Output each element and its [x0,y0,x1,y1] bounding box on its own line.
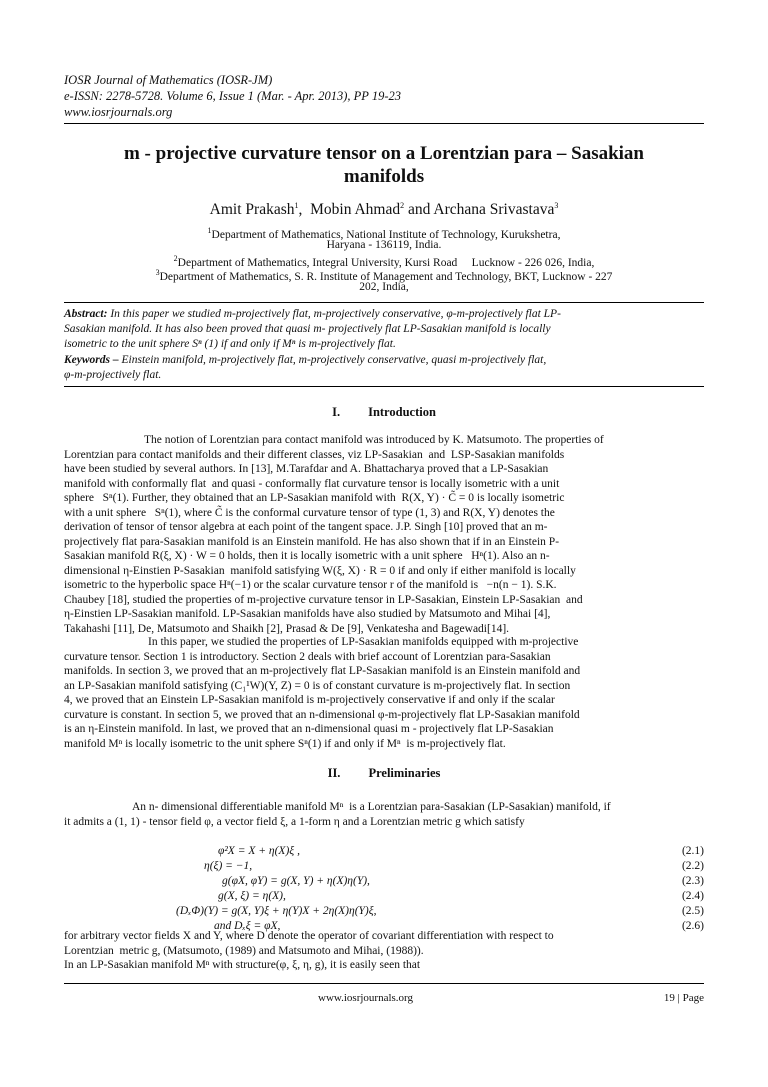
text-line: projectively flat para-Sasakian manifold is an Einstein manifold. He has also shown that if in an Einstein P- [64,535,560,548]
footer-rule [64,983,704,984]
text-line: An n- dimensional differentiable manifold Mⁿ is a Lorentzian para-Sasakian (LP-Sasakian) manifold, if [132,801,611,813]
journal-name: IOSR Journal of Mathematics (IOSR-JM) [64,73,273,87]
aff3-sup: 3 [155,268,160,277]
keywords-line2: φ-m-projectively flat. [64,369,162,381]
section-2-heading [64,766,704,781]
author-list [64,201,704,219]
text-line: In this paper, we studied the properties of LP-Sasakian manifolds equipped with m-projective [148,636,579,648]
equation-expression: η(ξ) = −1, [204,860,253,872]
issn-line: e-ISSN: 2278-5728. Volume 6, Issue 1 (Mar. - Apr. 2013), PP 19-23 [64,89,401,103]
header-rule [64,123,704,124]
text-line: 4, we proved that an Einstein LP-Sasakian manifold is m-projectively conservative if and only if the scalar [64,694,555,706]
equation-number: (2.6) [681,920,704,932]
text-line: with a unit sphere Sⁿ(1), where C̃ is the conformal curvature tensor of type (1, 3) and R(X, Y) denotes the [64,506,555,519]
author-sep-2: and [404,201,434,219]
abstract-bottom-rule [64,386,704,387]
author-2: Mobin Ahmad [310,201,401,219]
text-line: isometric to the hyperbolic space Hⁿ(−1) or the scalar curvature tensor r of the manifold is −n(n − 1). S.K. [64,579,557,591]
footer-website: www.iosrjournals.org [318,992,414,1004]
text-line: is an η-Einstein manifold. In last, we proved that an n-dimensional quasi m - projectively flat LP-Sasakian [64,723,554,735]
paper-title-line1: m - projective curvature tensor on a Lorentzian para – Sasakian [123,143,644,164]
text-line: η-Einstien LP-Sasakian manifold. LP-Sasakian manifolds have also studied by Matsumoto and Mihai [4], [64,608,551,620]
text-line: The notion of Lorentzian para contact manifold was introduced by K. Matsumoto. The properties of [144,434,604,446]
author-sep-1: , [298,201,311,219]
paper-title-line2: manifolds [343,166,425,187]
section-2-title: Preliminaries [368,766,441,780]
equation-expression: g(X, ξ) = η(X), [218,890,286,902]
text-line: an LP-Sasakian manifold satisfying (C₁¹W)(Y, Z) = 0 is of constant curvature is m-projectively flat. In section [64,679,571,692]
text-line: curvature tensor. Section 1 is introductory. Section 2 deals with brief account of Lorentzian para-Sasakian [64,650,551,663]
text-line: dimensional η-Einstien P-Sasakian manifold satisfying W(ξ, X) · R = 0 if and only if either manifold is locally [64,564,576,577]
equation-number: (2.4) [681,890,704,902]
text-line: Takahashi [11], De, Matsumoto and Shaikh [2], Prasad & De [9], Venkatesha and Bagewadi[14]. [64,622,510,635]
aff3-line1: Department of Mathematics, S. R. Institute of Management and Technology, BKT, Lucknow - 227 [159,270,613,283]
aff2-sup: 2 [173,254,178,263]
abstract-line3: isometric to the unit sphere Sⁿ (1) if and only if Mⁿ is m-projectively flat. [64,338,396,350]
text-line: sphere Sⁿ(1). Further, they obtained that an LP-Sasakian manifold with R(X, Y) · C̃ = 0 is locally isometric [64,492,565,504]
text-line: In an LP-Sasakian manifold Mⁿ with structure(φ, ξ, η, g), it is easily seen that [64,959,421,971]
text-line: curvature is constant. In section 5, we proved that an n-dimensional φ-m-projectively flat LP-Sasakian manifold [64,708,580,721]
abstract-line2: Sasakian manifold. It has also been proved that quasi m- projectively flat LP-Sasakian manifold is locally [64,323,551,335]
section-1-number: I. [332,405,341,419]
author-3-sup: 3 [554,201,559,210]
equation-expression: g(φX, φY) = g(X, Y) + η(X)η(Y), [222,875,370,887]
equation-number: (2.1) [681,845,704,857]
equation-number: (2.2) [681,860,704,872]
text-line: Chaubey [18], studied the properties of m-projective curvature tensor in LP-Sasakian, Einstein LP-Sasakian and [64,593,583,606]
equation-expression: (DₓΦ)(Y) = g(X, Y)ξ + η(Y)X + 2η(X)η(Y)ξ, [176,905,377,917]
aff3-line2: 202, India, [359,281,409,293]
author-2-sup: 2 [400,201,405,210]
journal-website: www.iosrjournals.org [64,105,173,119]
keywords-line1: Keywords – Einstein manifold, m-projectively flat, m-projectively conservative, quasi m-projectively flat, [64,354,547,366]
equation-number: (2.3) [681,875,704,887]
keywords-label: Keywords – [64,354,119,366]
page-number: 19 | Page [663,992,704,1004]
section-2-number: II. [327,766,341,780]
text-line: manifold with conformally flat and quasi - conformally flat curvature tensor is locally isometric with a unit [64,477,560,490]
text-line: have been studied by several authors. In [13], M.Tarafdar and A. Bhattacharya proved that a LP-Sasakian [64,463,549,475]
text-line: Lorentzian para contact manifolds and their different classes, viz LP-Sasakian and LSP-Sasakian manifolds [64,448,565,461]
section-1-heading [64,405,704,420]
abstract-label: Abstract: [64,308,108,320]
abstract-line1: Abstract: In this paper we studied m-projectively flat, m-projectively conservative, φ-m-projectively flat LP- [64,308,561,320]
text-line: Lorentzian metric g, (Matsumoto, (1989) and Matsumoto and Mihai, (1988)). [64,944,424,957]
text-line: for arbitrary vector fields X and Y, where D denote the operator of covariant differentiation with respect to [64,930,554,942]
aff2-line1: Department of Mathematics, Integral University, Kursi Road Lucknow - 226 026, India, [177,256,595,269]
equation-expression: and Dₓξ = φX, [214,920,281,932]
text-line: manifold Mⁿ is locally isometric to the unit sphere Sⁿ(1) if and only if Mⁿ is m-projectively flat. [64,737,506,750]
aff1-sup: 1 [207,226,212,235]
text-line: manifolds. In section 3, we proved that an m-projectively flat LP-Sasakian manifold is an Einstein manifold and [64,665,581,677]
abstract-top-rule [64,302,704,303]
aff1-line1: Department of Mathematics, National Institute of Technology, Kurukshetra, [211,228,561,241]
author-1: Amit Prakash [209,201,295,219]
equation-number: (2.5) [681,905,704,917]
aff1-line2: Haryana - 136119, India. [326,239,442,251]
author-3: Archana Srivastava [433,201,555,219]
text-line: it admits a (1, 1) - tensor field φ, a vector field ξ, a 1-form η and a Lorentzian metric g which satisfy [64,815,525,828]
text-line: derivation of tensor of tensor algebra at each point of the tangent space. J.P. Singh [10] proved that an m- [64,521,548,533]
text-line: Sasakian manifold R(ξ, X) · W = 0 holds, then it is locally isometric with a unit sphere Hⁿ(1). Also an n- [64,550,550,562]
section-1-title: Introduction [368,405,436,419]
equation-expression: φ²X = X + η(X)ξ , [218,845,300,857]
author-1-sup: 1 [294,201,299,210]
